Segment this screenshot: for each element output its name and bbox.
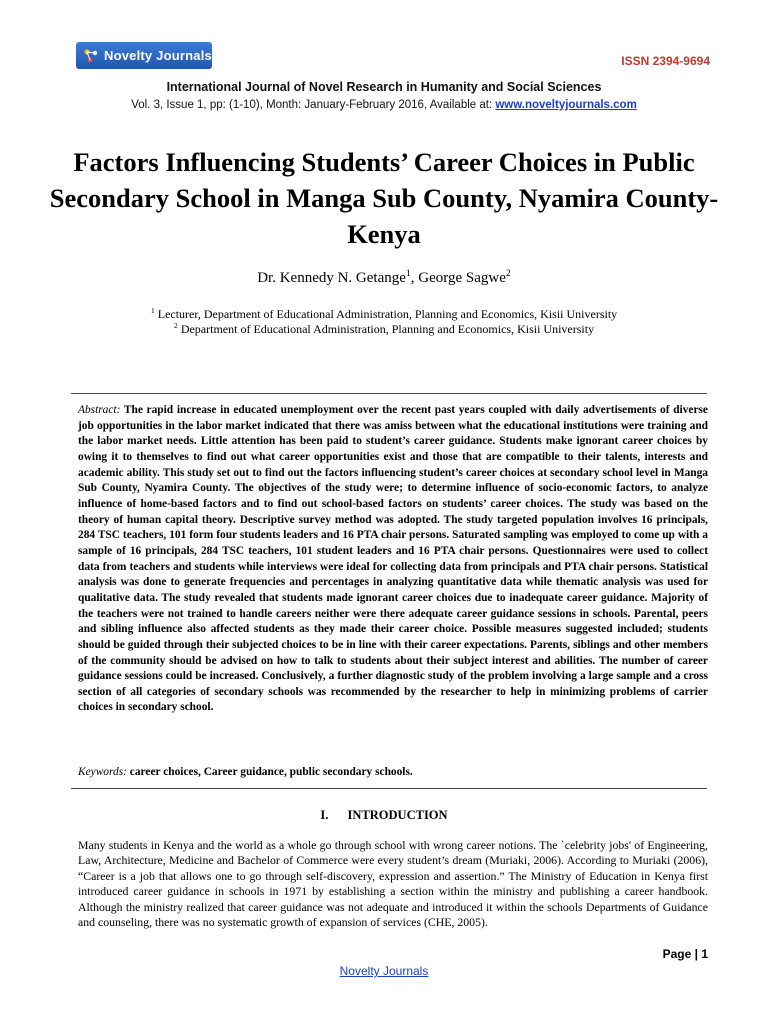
affiliation-sup: 1	[150, 306, 155, 315]
logo-text: Novelty Journals	[104, 48, 212, 63]
author-name: George Sagwe	[418, 270, 506, 286]
section-heading	[0, 808, 768, 823]
author-sup: 1	[405, 268, 411, 279]
affiliation-text: Lecturer, Department of Educational Administration, Planning and Economics, Kisii University	[157, 307, 618, 321]
affiliation-text: Department of Educational Administration, Planning and Economics, Kisii University	[180, 322, 595, 336]
bottom-divider	[71, 788, 707, 789]
section-title: INTRODUCTION	[347, 808, 448, 822]
page-number: Page | 1	[662, 947, 708, 961]
keywords	[78, 766, 708, 778]
footer-journal-link[interactable]: Novelty Journals	[339, 964, 429, 978]
affiliation-sup: 2	[173, 321, 178, 330]
journal-volume-line	[0, 99, 768, 111]
section-number: I.	[320, 808, 329, 822]
abstract-text: The rapid increase in educated unemployment over the recent past years coupled with daily advertisements of diverse job opportunities in the labor market indicated that there was amiss between what the educational institutions were training and the labor market needs. Little attention has been paid to student’s career guidance. Students make ignorant career choices by owing it to themselves to find out what career opportunities exist and those that are compatible to their talents, interests and academic ability. This study set out to find out the factors influencing student’s career choices at secondary school level in Manga Sub County, Nyamira County. The objectives of the study were; to determine influence of socio-economic factors, to analyze influence of home-based factors and to find out school-based factors on students’ career choices. The study was based on the theory of human capital theory. Descriptive survey method was adopted. The study targeted population involves 16 principals, 284 TSC teachers, 101 form four students leaders and 16 PTA chair persons. Saturated sampling was employed to come up with a sample of 16 principals, 284 TSC teachers, 101 student leaders and 16 PTA chair persons. Questionnaires were used to collect data from teachers and students while interviews were ideal for collecting data from principals and PTA chair persons. Statistical analysis was done to generate frequencies and percentages in analyzing quantitative data while thematic analysis was used for qualitative data. The study revealed that students made ignorant career choices due to inadequate career guidance. Majority of the teachers were not trained to handle careers neither were there adequate career guidance sessions in schools. Parental, peers and sibling influence also affected students as they made their career choice. Possible measures suggested included; students should be guided through their subjected choices to be in line with their career expectations. Parents, siblings and other members of the community should be advised on how to talk to students about their subject interest and abilities. The number of career guidance sessions could be increased. Conclusively, a further diagnostic study of the problem involving a large sample and a cross section of all categories of secondary schools was recommended by the researcher to help in minimizing problems of carrier choices in secondary school.	[78, 404, 708, 714]
abstract-label: Abstract:	[78, 404, 121, 416]
molecule-icon	[82, 47, 100, 65]
journal-name: International Journal of Novel Research in Humanity and Social Sciences	[166, 80, 602, 94]
journal-logo	[76, 42, 212, 69]
affiliation-1	[0, 306, 768, 322]
paper-title: Factors Influencing Students’ Career Choices in Public Secondary School in Manga Sub County, Nyamira County- Kenya	[49, 147, 719, 249]
top-divider	[71, 393, 707, 394]
abstract	[78, 403, 708, 716]
author-name: Dr. Kennedy N. Getange	[257, 270, 406, 286]
affiliation-2	[0, 321, 768, 337]
issn-label: ISSN 2394-9694	[621, 54, 710, 68]
keywords-label: Keywords:	[78, 766, 127, 778]
volume-info: Vol. 3, Issue 1, pp: (1-10), Month: January-February 2016, Available at:	[131, 99, 493, 111]
author-sup: 2	[505, 268, 511, 279]
keywords-text: career choices, Career guidance, public secondary schools.	[129, 766, 413, 778]
authors-line: Dr. Kennedy N. Getange$^1$, George Sagwe$^2$	[257, 268, 511, 286]
journal-website-link[interactable]: www.noveltyjournals.com	[495, 99, 637, 111]
intro-paragraph: Many students in Kenya and the world as a whole go through school with wrong career notions. The `celebrity jobs' of Engineering, Law, Architecture, Medicine and Bachelor of Commerce were every student’s dream (Muriaki, 2006). According to Muriaki (2006), “Career is a job that allows one to go through self-discovery, expression and assertion.” The Ministry of Education in Kenya first introduced career guidance in schools in 1971 by establishing a section within the ministry and publishing a career handbook. Although the ministry realized that career guidance was not adequate and introduced it within the schools Departments of Guidance and counseling, there was no systematic growth of expansion of services (CHE, 2005).	[78, 838, 708, 930]
